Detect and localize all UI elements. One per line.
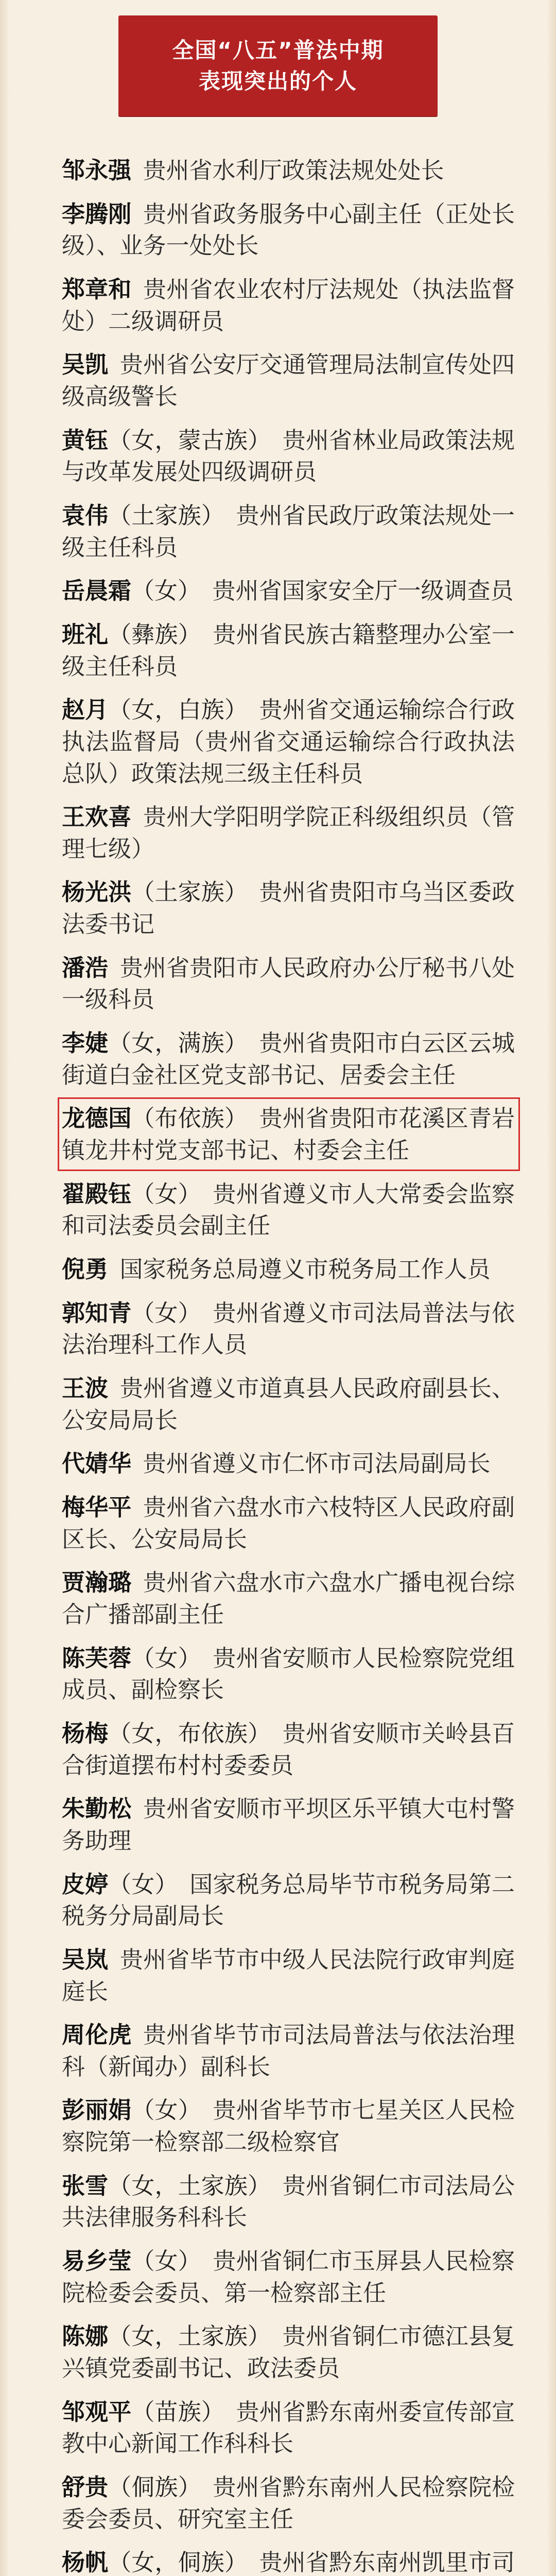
honoree-entry	[62, 1869, 515, 1932]
honoree-name: 吴凯	[62, 351, 109, 379]
honoree-title: 贵州省黔东南州凯里市司	[259, 2549, 515, 2576]
honoree-name: 彭丽娟	[62, 2096, 132, 2124]
honoree-entry	[62, 694, 515, 789]
honoree-title: 贵州省遵义市人大常委会监察和司法委员会副主任	[62, 1180, 515, 1240]
honoree-entry	[62, 1103, 515, 1166]
honoree-entry	[62, 1297, 515, 1361]
honoree-entry	[62, 1027, 515, 1091]
page-edge-right	[547, 0, 556, 2576]
honoree-title: 贵州省安顺市平坝区乐平镇大屯村警务助理	[62, 1795, 515, 1854]
honoree-ethnicity: （女，满族）	[108, 1029, 248, 1057]
honoree-name: 黄钰	[62, 426, 109, 454]
honoree-title: 贵州省遵义市道真县人民政府副县长、公安局局长	[62, 1375, 515, 1434]
honoree-entry	[62, 575, 515, 607]
honoree-title: 贵州省毕节市司法局普法与依法治理科（新闻办）副科长	[62, 2021, 515, 2080]
honoree-entry	[62, 2094, 515, 2158]
honoree-entry	[62, 1944, 515, 2007]
honoree-title: 贵州省毕节市七星关区人民检察院第一检察部二级检察官	[62, 2096, 515, 2156]
honoree-title: 贵州省铜仁市玉屏县人民检察院检委会委员、第一检察部主任	[62, 2247, 515, 2307]
honoree-ethnicity: （女）	[131, 1180, 201, 1208]
honoree-ethnicity: （女）	[131, 1299, 201, 1327]
honoree-name: 周伦虎	[62, 2021, 132, 2049]
honoree-title: 贵州省安顺市关岭县百合街道摆布村村委委员	[62, 1719, 515, 1779]
honoree-title: 贵州省黔东南州人民检察院检委会委员、研究室主任	[62, 2473, 515, 2533]
honoree-title: 贵州省农业农村厅法规处（执法监督处）二级调研员	[62, 275, 515, 335]
honoree-name: 龙德国	[62, 1105, 132, 1132]
honoree-name: 邹观平	[62, 2398, 132, 2426]
honoree-name: 倪勇	[62, 1256, 109, 1283]
honoree-entry	[62, 155, 515, 187]
honoree-name: 朱勤松	[62, 1795, 132, 1823]
honoree-title: 贵州省铜仁市司法局公共法律服务科科长	[62, 2172, 515, 2231]
honoree-ethnicity: （彝族）	[108, 620, 201, 648]
honoree-entry	[62, 2019, 515, 2082]
honoree-name: 杨帆	[62, 2549, 109, 2576]
honoree-title: 贵州省国家安全厅一级调查员	[212, 577, 514, 605]
honoree-entry	[62, 349, 515, 412]
honoree-name: 陈娜	[62, 2323, 109, 2350]
honoree-name: 梅华平	[62, 1493, 132, 1521]
honoree-entry	[62, 876, 515, 940]
header-title-line-2: 表现突出的个人	[198, 68, 357, 94]
honoree-entry	[62, 198, 515, 262]
honoree-title: 国家税务总局遵义市税务局工作人员	[119, 1256, 491, 1283]
honoree-name: 李婕	[62, 1029, 109, 1057]
honoree-list	[62, 155, 515, 2576]
honoree-title: 贵州省贵阳市白云区云城街道白金社区党支部书记、居委会主任	[62, 1029, 515, 1089]
honoree-entry	[62, 425, 515, 488]
honoree-title: 国家税务总局毕节市税务局第二税务分局副局长	[62, 1870, 515, 1930]
honoree-ethnicity: （女，蒙古族）	[108, 426, 271, 454]
honoree-entry	[62, 274, 515, 337]
honoree-entry	[62, 1178, 515, 1242]
honoree-entry	[62, 2547, 515, 2576]
honoree-title: 贵州省交通运输综合行政执法监督局（贵州省交通运输综合行政执法总队）政策法规三级主任科员	[62, 696, 515, 787]
honoree-entry	[62, 801, 515, 865]
honoree-ethnicity: （女，白族）	[108, 696, 248, 724]
honoree-entry	[62, 1793, 515, 1856]
honoree-title: 贵州省贵阳市人民政府办公厅秘书八处一级科员	[62, 954, 515, 1013]
honoree-ethnicity: （女，侗族）	[108, 2549, 248, 2576]
honoree-ethnicity: （苗族）	[131, 2398, 224, 2426]
honoree-name: 赵月	[62, 696, 109, 724]
honoree-title: 贵州省铜仁市德江县复兴镇党委副书记、政法委员	[62, 2323, 515, 2382]
honoree-entry	[62, 2320, 515, 2384]
honoree-ethnicity: （女）	[131, 2247, 201, 2275]
honoree-title: 贵州省民族古籍整理办公室一级主任科员	[62, 620, 515, 680]
honoree-title: 贵州省黔东南州委宣传部宣教中心新闻工作科科长	[62, 2398, 515, 2458]
honoree-name: 陈芙蓉	[62, 1644, 132, 1672]
honoree-ethnicity: （女，土家族）	[108, 2172, 271, 2199]
honoree-ethnicity: （女，土家族）	[108, 2323, 271, 2350]
honoree-title: 贵州省毕节市中级人民法院行政审判庭庭长	[62, 1945, 515, 2005]
honoree-entry	[62, 500, 515, 563]
honoree-entry	[62, 1253, 515, 1285]
honoree-ethnicity: （女，布依族）	[108, 1719, 271, 1747]
honoree-title: 贵州省政务服务中心副主任（正处长级）、业务一处处长	[62, 200, 515, 260]
honoree-title: 贵州省民政厅政策法规处一级主任科员	[62, 501, 515, 561]
honoree-name: 皮婷	[62, 1870, 109, 1898]
honoree-ethnicity: （女）	[131, 2096, 201, 2124]
honoree-entry	[62, 1372, 515, 1436]
honoree-entry	[62, 619, 515, 682]
honoree-entry	[62, 1448, 515, 1480]
honoree-entry	[62, 1567, 515, 1630]
honoree-title: 贵州省安顺市人民检察院党组成员、副检察长	[62, 1644, 515, 1704]
honoree-entry	[62, 2396, 515, 2460]
honoree-title: 贵州省水利厅政策法规处处长	[143, 157, 444, 184]
honoree-name: 吴岚	[62, 1945, 109, 1973]
honoree-title: 贵州省遵义市仁怀市司法局副局长	[143, 1450, 491, 1478]
section-header	[118, 15, 438, 116]
honoree-ethnicity: （布依族）	[131, 1105, 248, 1132]
honoree-name: 易乡莹	[62, 2247, 132, 2275]
honoree-name: 郑章和	[62, 275, 132, 303]
honoree-title: 贵州省六盘水市六盘水广播电视台综合广播部副主任	[62, 1569, 515, 1628]
honoree-title: 贵州省六盘水市六枝特区人民政府副区长、公安局局长	[62, 1493, 515, 1553]
honoree-name: 岳晨霜	[62, 577, 132, 605]
honoree-name: 张雪	[62, 2172, 109, 2199]
honoree-name: 杨梅	[62, 1719, 109, 1747]
honoree-entry	[62, 1642, 515, 1706]
honoree-name: 王波	[62, 1375, 109, 1402]
honoree-ethnicity: （土家族）	[108, 501, 224, 529]
header-title-line-1: 全国“八五”普法中期	[172, 37, 384, 63]
honoree-name: 代婧华	[62, 1450, 132, 1478]
honoree-name: 贾瀚璐	[62, 1569, 132, 1597]
honoree-ethnicity: （女）	[108, 1870, 178, 1898]
honoree-name: 郭知青	[62, 1299, 132, 1327]
honoree-entry	[62, 1718, 515, 1781]
honoree-name: 潘浩	[62, 954, 109, 981]
honoree-name: 杨光洪	[62, 878, 132, 906]
honoree-name: 翟殿钰	[62, 1180, 132, 1208]
honoree-ethnicity: （侗族）	[108, 2473, 201, 2501]
honoree-title: 贵州省遵义市司法局普法与依法治理科工作人员	[62, 1299, 515, 1359]
honoree-name: 班礼	[62, 620, 109, 648]
honoree-entry	[62, 1492, 515, 1555]
honoree-ethnicity: （女）	[131, 1644, 201, 1672]
honoree-ethnicity: （土家族）	[131, 878, 248, 906]
honoree-name: 李腾刚	[62, 200, 132, 228]
honoree-name: 袁伟	[62, 501, 109, 529]
honoree-name: 王欢喜	[62, 803, 132, 831]
honoree-name: 邹永强	[62, 157, 132, 184]
honoree-entry	[62, 952, 515, 1015]
page-edge-left	[0, 0, 9, 2576]
honoree-entry	[62, 2170, 515, 2233]
honoree-title: 贵州大学阳明学院正科级组织员（管理七级）	[62, 803, 515, 862]
honoree-entry	[62, 2245, 515, 2309]
honoree-title: 贵州省公安厅交通管理局法制宣传处四级高级警长	[62, 351, 515, 410]
honoree-ethnicity: （女）	[131, 577, 201, 605]
honoree-name: 舒贵	[62, 2473, 109, 2501]
honoree-title: 贵州省贵阳市花溪区青岩镇龙井村党支部书记、村委会主任	[62, 1105, 515, 1164]
honoree-title: 贵州省林业局政策法规与改革发展处四级调研员	[62, 426, 515, 486]
honoree-entry	[62, 2471, 515, 2535]
honoree-title: 贵州省贵阳市乌当区委政法委书记	[62, 878, 515, 938]
